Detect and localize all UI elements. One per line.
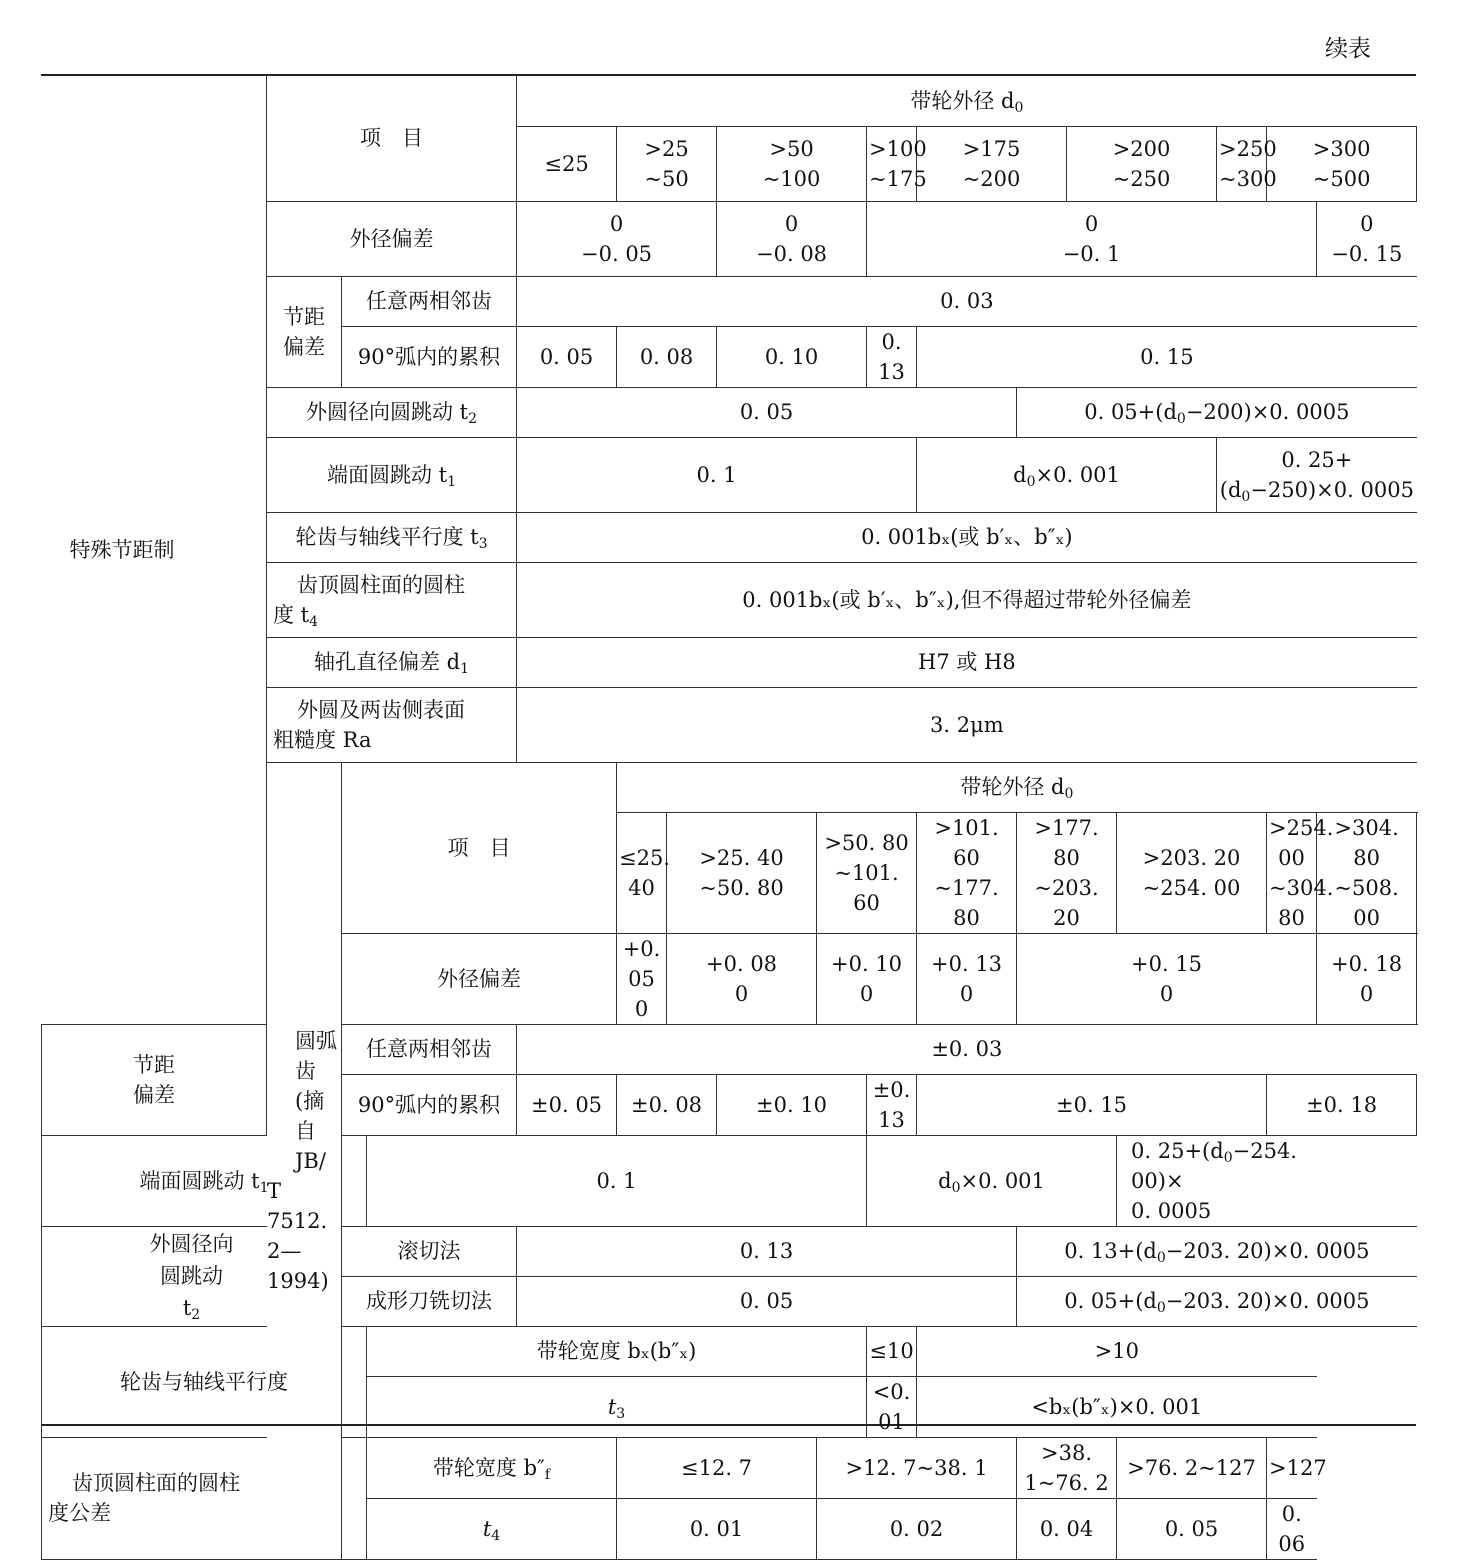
cell: +0. 05 0	[617, 933, 667, 1024]
cell: 0 −0. 05	[517, 201, 717, 276]
table-row	[42, 1437, 1417, 1498]
cell: +0. 13 0	[917, 933, 1017, 1024]
col-header: ≤25. 40	[617, 812, 667, 933]
cell: >10	[917, 1326, 1317, 1376]
row-label: 外径偏差	[342, 933, 617, 1024]
row-label: 外径偏差	[267, 201, 517, 276]
col-header: >50. 80 ~101. 60	[817, 812, 917, 933]
cell: $d_0\times 0$. 001	[917, 437, 1217, 512]
cell: ≤10	[867, 1326, 917, 1376]
cell: 0 −0. 1	[867, 201, 1317, 276]
row-label: 外圆及两齿侧表面 粗糙度 Ra	[267, 687, 517, 762]
row-label: 任意两相邻齿	[342, 1024, 517, 1074]
cell: 3. 2μm	[517, 687, 1417, 762]
cell: 0. $05+(d_0-200)\times 0$. 0005	[1017, 387, 1417, 437]
cell: 0. 1	[367, 1135, 867, 1226]
col-header: >304. 80 ~508. 00	[1317, 812, 1417, 933]
cell: ±0. 05	[517, 1074, 617, 1135]
row-label: 节距 偏差	[42, 1024, 267, 1135]
cell: 0. 06	[1267, 1498, 1317, 1559]
row-label: 齿顶圆柱面的圆柱 度 $t_4$	[267, 562, 517, 637]
cell: ±0. 18	[1267, 1074, 1417, 1135]
cell: ±0. 08	[617, 1074, 717, 1135]
row-label: 端面圆跳动 $t_1$	[267, 437, 517, 512]
cell: ±0. 03	[517, 1024, 1417, 1074]
cell: <bₓ(b″ₓ)×0. 001	[917, 1376, 1317, 1437]
row-label: 成形刀铣切法	[342, 1276, 517, 1326]
cell: 带轮宽度 bₓ(b″ₓ)	[367, 1326, 867, 1376]
cell: +0. 15 0	[1017, 933, 1317, 1024]
cell: 0. 01	[617, 1498, 817, 1559]
col-header: ≤25	[517, 126, 617, 201]
cell: 0. 03	[517, 276, 1417, 326]
cell: +0. 10 0	[817, 933, 917, 1024]
row-label: 外圆径向 圆跳动 $t_2$	[42, 1226, 342, 1326]
cell: 0. 10	[717, 326, 867, 387]
section-name-special-pitch: 特殊节距制	[42, 76, 267, 1024]
cell: 0. 05	[517, 1276, 1017, 1326]
cell: 0. 04	[1017, 1498, 1117, 1559]
cell: 0. 15	[917, 326, 1417, 387]
cell: $t_4$	[367, 1498, 617, 1559]
cell: $t_3$	[367, 1376, 867, 1437]
cell: ±0. 10	[717, 1074, 867, 1135]
cell: 0. 02	[817, 1498, 1017, 1559]
table-row	[42, 76, 1417, 126]
cell: <0. 01	[867, 1376, 917, 1437]
table-row	[42, 1135, 1417, 1226]
cell: H7 或 H8	[517, 637, 1417, 687]
cell: >38. 1~76. 2	[1017, 1437, 1117, 1498]
cell: 0. $05+(d_0-203$. 20)×0. 0005	[1017, 1276, 1417, 1326]
col-header: >254. 00 ~304. 80	[1267, 812, 1317, 933]
col-header: >25 ~50	[617, 126, 717, 201]
col-header: >177. 80 ~203. 20	[1017, 812, 1117, 933]
cell: ±0. 13	[867, 1074, 917, 1135]
cell: >76. 2~127	[1117, 1437, 1267, 1498]
cell: 0. 05	[517, 326, 617, 387]
col-header: >25. 40 ~50. 80	[667, 812, 817, 933]
tolerance-table	[41, 76, 1417, 1560]
cell: 0. $25+(d_0-250)\times 0$. 0005	[1217, 437, 1417, 512]
row-label: 外圆径向圆跳动 $t_2$	[267, 387, 517, 437]
cell: 0. 13	[517, 1226, 1017, 1276]
row-label: 轮齿与轴线平行度 $t_3$	[267, 512, 517, 562]
cell: 0. $25+(d_0-254$. 00)× 0. 0005	[1117, 1135, 1317, 1226]
cell: 0 −0. 15	[1317, 201, 1417, 276]
row-label: 齿顶圆柱面的圆柱 度公差	[42, 1437, 367, 1559]
col-header: >203. 20 ~254. 00	[1117, 812, 1267, 933]
continued-label: 续表	[1325, 36, 1371, 62]
cell: >127	[1267, 1437, 1317, 1498]
row-label: 滚切法	[342, 1226, 517, 1276]
row-label: 轮齿与轴线平行度	[42, 1326, 367, 1437]
col-header: >50 ~100	[717, 126, 867, 201]
cell: 0. 05	[1117, 1498, 1267, 1559]
cell: 0. 13	[867, 326, 917, 387]
d0-header: 带轮外径 $d_0$	[517, 76, 1417, 126]
col-header: >101. 60 ~177. 80	[917, 812, 1017, 933]
col-header: >100 ~175	[867, 126, 917, 201]
col-header: >200 ~250	[1067, 126, 1217, 201]
cell: 0. 001bₓ(或 b′ₓ、b″ₓ),但不得超过带轮外径偏差	[517, 562, 1417, 637]
cell: 0. 05	[517, 387, 1017, 437]
cell: 0. 1	[517, 437, 917, 512]
cell: $d_0\times 0$. 001	[867, 1135, 1117, 1226]
col-header: >175 ~200	[917, 126, 1067, 201]
row-label: 端面圆跳动 $t_1$	[42, 1135, 367, 1226]
cell: 0. 08	[617, 326, 717, 387]
cell: +0. 18 0	[1317, 933, 1417, 1024]
item-header: 项 目	[342, 762, 617, 933]
section-name-arc-tooth: 圆弧齿(摘自 JB/ T 7512. 2—1994)	[267, 762, 342, 1559]
cell: 0 −0. 08	[717, 201, 867, 276]
cell: 带轮宽度 $b''_f$	[367, 1437, 617, 1498]
row-label: 90°弧内的累积	[342, 1074, 517, 1135]
col-header: >250 ~300	[1217, 126, 1267, 201]
cell: 0. $13+(d_0-203$. 20)×0. 0005	[1017, 1226, 1417, 1276]
d0-header: 带轮外径 $d_0$	[617, 762, 1417, 812]
row-label: 节距 偏差	[267, 276, 342, 387]
col-header: >300 ~500	[1267, 126, 1417, 201]
cell: +0. 08 0	[667, 933, 817, 1024]
row-label: 轴孔直径偏差 $d_1$	[267, 637, 517, 687]
item-header: 项 目	[267, 76, 517, 201]
table-row	[42, 1226, 1417, 1276]
cell: 0. 001bₓ(或 b′ₓ、b″ₓ)	[517, 512, 1417, 562]
table-row	[42, 1024, 1417, 1074]
cell: >12. 7~38. 1	[817, 1437, 1017, 1498]
cell: ±0. 15	[917, 1074, 1267, 1135]
table-row	[42, 1326, 1417, 1376]
row-label: 90°弧内的累积	[342, 326, 517, 387]
row-label: 任意两相邻齿	[342, 276, 517, 326]
cell: ≤12. 7	[617, 1437, 817, 1498]
